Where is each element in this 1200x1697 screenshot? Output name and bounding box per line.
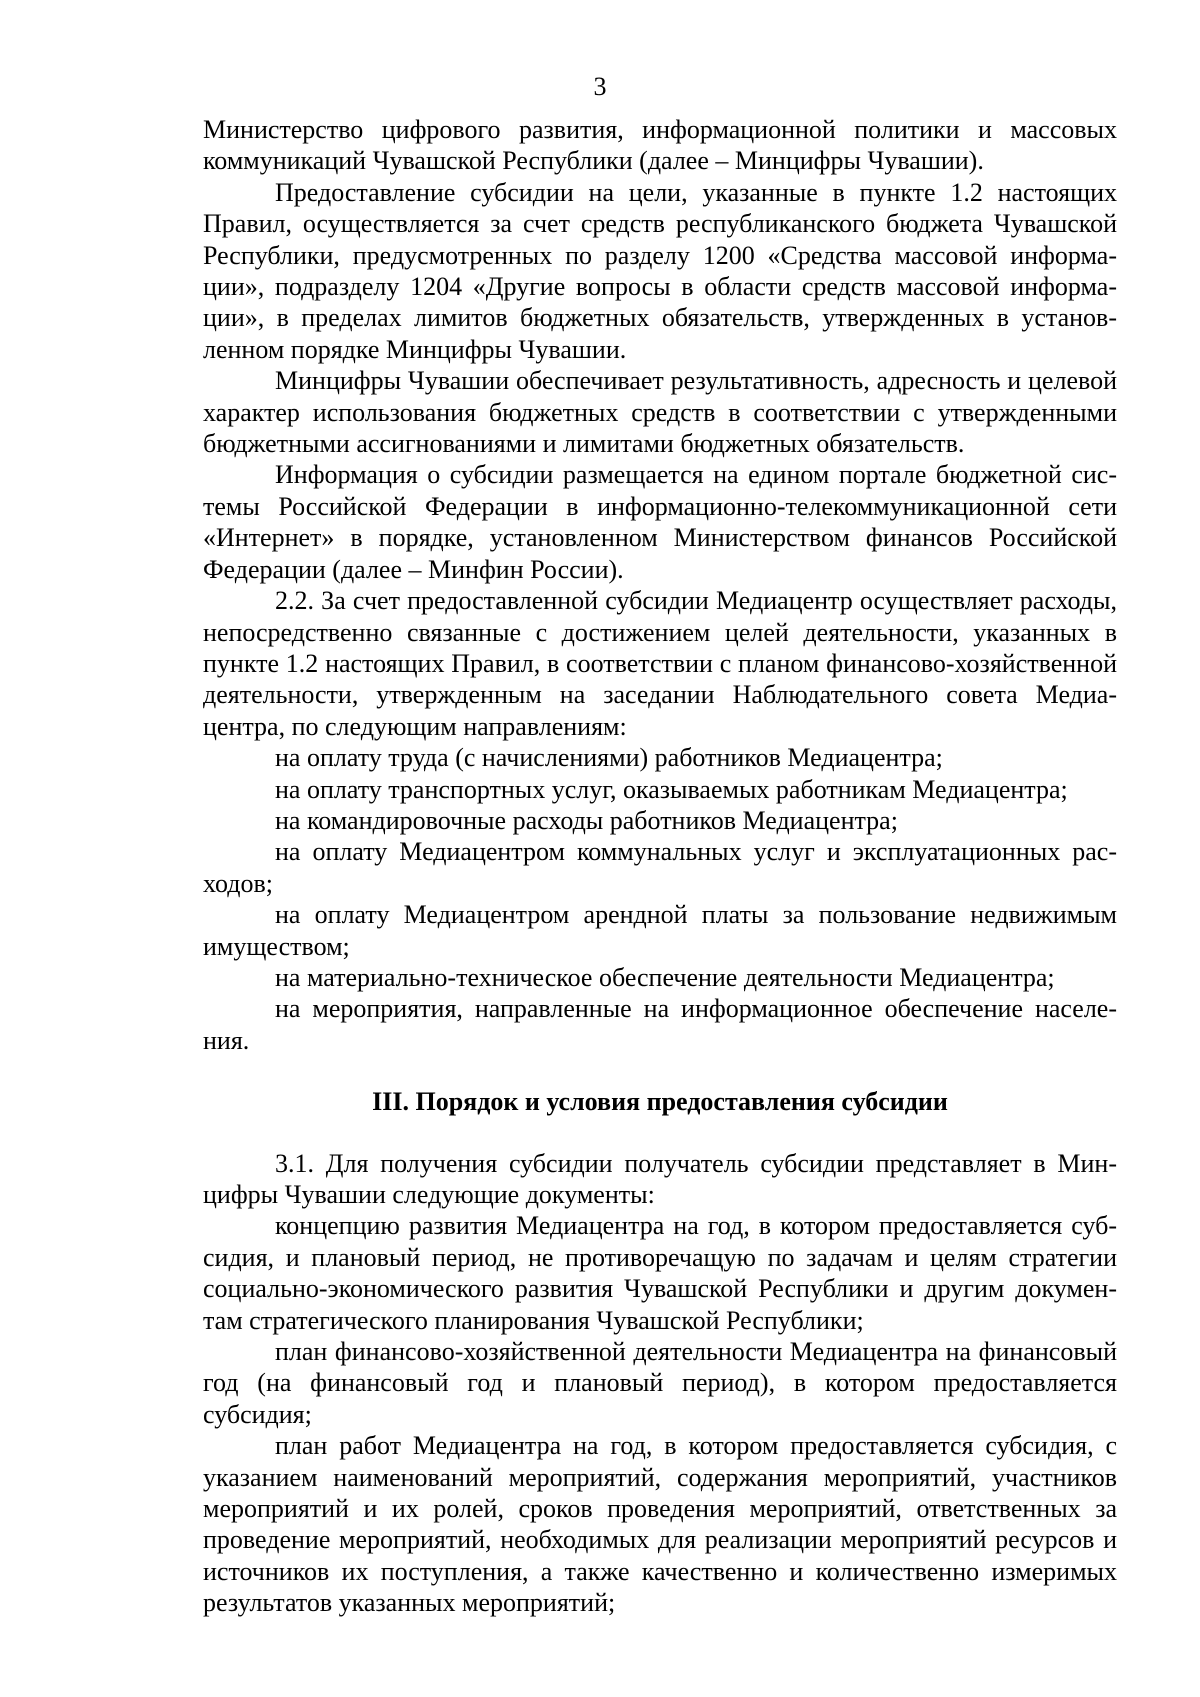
list-item: на материально-техническое обеспечение деятельности Медиацентра; <box>275 962 1055 992</box>
paragraph: Минцифры Чувашии обеспечивает результативность, адресность и целевой характер использования бюджетных средств в соответствии с утвержденными бюджетными ассигнованиями и лимитами бюджетных обязательств. <box>203 366 1117 459</box>
paragraph-2-2: 2.2. За счет предоставленной субсидии Медиацентр осуществляет расходы, непосредственно связанные с достижением целей деятельности, указанных в пункте 1.2 настоящих Правил, в соответствии с планом финансово-хозяйственной деятельности, утвержденным на заседании Наблюдательного совета Медиацентра, по следующим направлениям: <box>203 586 1117 741</box>
list-item: на оплату транспортных услуг, оказываемых работникам Медиацентра; <box>275 774 1068 804</box>
document-body <box>203 114 1117 1619</box>
paragraph: Предоставление субсидии на цели, указанные в пункте 1.2 настоящих Правил, осуществляется за счет средств республиканского бюджета Чувашской Республики, предусмотренных по разделу 1200 «Средства массовой информации», подразделу 1204 «Другие вопросы в области средств массовой информации», в пределах лимитов бюджетных обязательств, утвержденных в установленном порядке Минцифры Чувашии. <box>203 177 1117 364</box>
list-item: на мероприятия, направленные на информационное обеспечение населения. <box>203 994 1117 1055</box>
list-item: на оплату труда (с начислениями) работников Медиацентра; <box>275 743 943 773</box>
list-item: план финансово-хозяйственной деятельности Медиацентра на финансовый год (на финансовый год и плановый период), в котором предоставляется субсидия; <box>203 1337 1117 1429</box>
page-number: 3 <box>593 72 607 101</box>
paragraph: Информация о субсидии размещается на едином портале бюджетной системы Российской Федерации в информационно-телекоммуникационной сети «Интернет» в порядке, установленном Министерством финансов Российской Федерации (далее – Минфин России). <box>203 460 1117 584</box>
list-item: план работ Медиацентра на год, в котором предоставляется субсидия, с указанием наименований мероприятий, содержания мероприятий, участников мероприятий и их ролей, сроков проведения мероприятий, ответственных за проведение мероприятий, необходимых для реализации мероприятий ресурсов и источников их поступления, а также качественно и количественно измеримых результатов указанных мероприятий; <box>203 1431 1117 1618</box>
list-item: на командировочные расходы работников Медиацентра; <box>275 805 898 835</box>
paragraph-3-1: 3.1. Для получения субсидии получатель субсидии представляет в Минцифры Чувашии следующие документы: <box>203 1148 1117 1209</box>
paragraph: Министерство цифрового развития, информационной политики и массовых коммуникаций Чувашской Республики (далее – Минцифры Чувашии). <box>203 115 1117 176</box>
list-item: на оплату Медиацентром арендной платы за пользование недвижимым имуществом; <box>203 900 1117 961</box>
list-item: концепцию развития Медиацентра на год, в котором предоставляется субсидия, и плановый период, не противоречащую по задачам и целям стратегии социально-экономического развития Чувашской Республики и другим документам стратегического планирования Чувашской Республики; <box>203 1211 1117 1335</box>
section-heading: III. Порядок и условия предоставления субсидии <box>372 1087 948 1117</box>
list-item: на оплату Медиацентром коммунальных услуг и эксплуатационных расходов; <box>203 837 1117 898</box>
